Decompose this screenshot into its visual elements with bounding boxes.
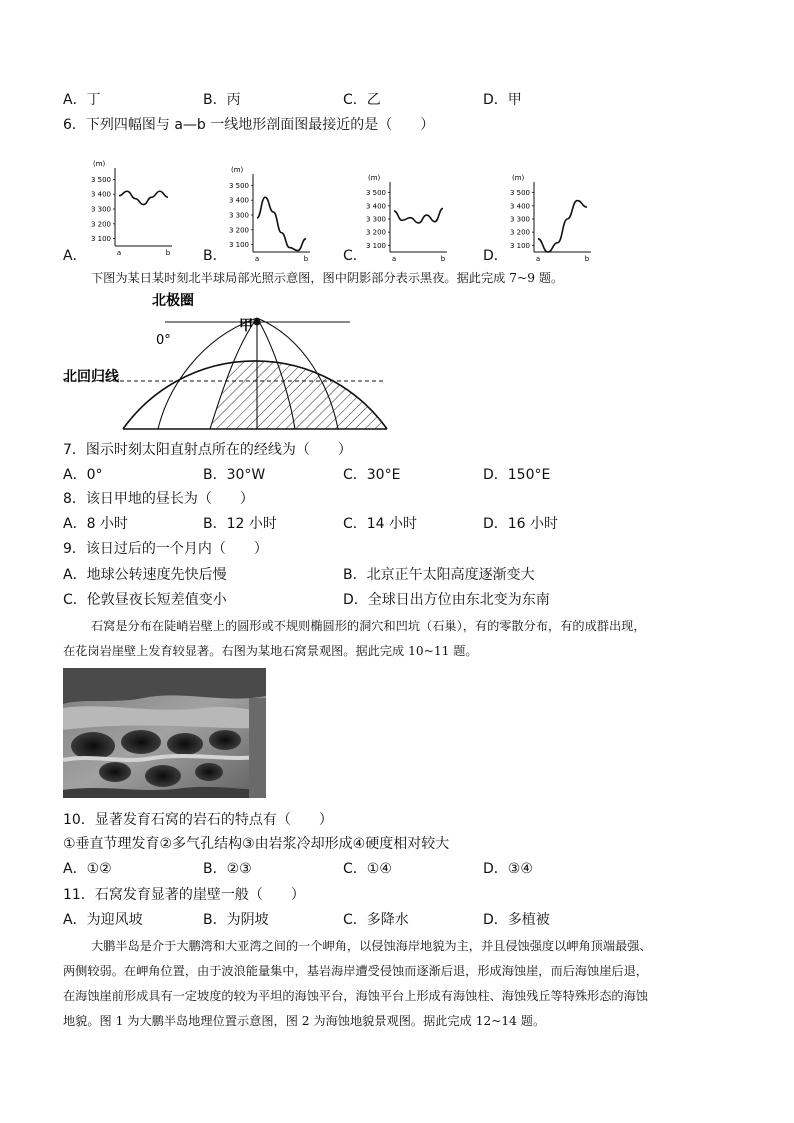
zero-meridian-label: 0° bbox=[156, 333, 171, 348]
intro-10-11-line2: 在花岗岩崖壁上发育较显著。右图为某地石窝景观图。据此完成 10~11 题。 bbox=[63, 644, 478, 658]
q11-stem: 11．石窝发育显著的崖壁一般（ ） bbox=[63, 887, 305, 903]
tropic-label: 北回归线 bbox=[63, 369, 119, 385]
q8-option-b: B．12 小时 bbox=[203, 516, 277, 532]
q9-option-c: C．伦敦昼夜长短差值变小 bbox=[63, 592, 227, 608]
q8-option-d: D．16 小时 bbox=[483, 516, 559, 532]
y-tick-label: 3 100 bbox=[509, 241, 530, 250]
q8-option-a: A．8 小时 bbox=[63, 516, 128, 532]
q11-option-b: B．为阴坡 bbox=[203, 912, 269, 928]
y-tick-label: 3 400 bbox=[509, 202, 530, 211]
illumination-diagram bbox=[60, 288, 400, 438]
arctic-circle-label: 北极圈 bbox=[152, 293, 194, 309]
q7-option-a: A．0° bbox=[63, 467, 103, 483]
point-jia-marker bbox=[254, 319, 261, 326]
q6-stem: 6．下列四幅图与 a—b 一线地形剖面图最接近的是（ ） bbox=[63, 117, 435, 133]
x-tick-label: a bbox=[254, 255, 260, 263]
y-tick-label: 3 100 bbox=[228, 241, 249, 250]
q8-option-c: C．14 小时 bbox=[343, 516, 418, 532]
y-tick-label: 3 500 bbox=[509, 189, 530, 198]
q6-option-c-label: C． bbox=[343, 248, 367, 264]
q11-option-c: C．多降水 bbox=[343, 912, 409, 928]
q6-option-d-label: D． bbox=[483, 248, 508, 264]
tafoni-rock-photo bbox=[63, 668, 266, 798]
y-tick-label: 3 200 bbox=[228, 226, 249, 235]
q5-option-a: A．丁 bbox=[63, 92, 101, 108]
x-tick-label: b bbox=[584, 255, 590, 263]
x-tick-label: a bbox=[116, 249, 122, 257]
y-tick-label: 3 300 bbox=[228, 211, 249, 220]
intro-12-14-line2: 两侧较弱。在岬角位置，由于波浪能量集中，基岩海岸遭受侵蚀而逐渐后退，形成海蚀崖，而后海蚀崖后退， bbox=[63, 964, 648, 978]
x-tick-label: a bbox=[535, 255, 541, 263]
point-jia-label: 甲 bbox=[239, 318, 253, 334]
q6-option-b-label: B． bbox=[203, 248, 227, 264]
y-tick-label: 3 400 bbox=[365, 202, 386, 211]
y-tick-label: 3 300 bbox=[90, 205, 111, 214]
q5-option-b: B．丙 bbox=[203, 92, 241, 108]
unit-label: (m) bbox=[368, 174, 381, 182]
q11-option-a: A．为迎风坡 bbox=[63, 912, 143, 928]
x-tick-label: a bbox=[391, 255, 397, 263]
y-tick-label: 3 500 bbox=[365, 189, 386, 198]
intro-12-14-line4: 地貌。图 1 为大鹏半岛地理位置示意图，图 2 为海蚀地貌景观图。据此完成 12~14 题。 bbox=[63, 1014, 546, 1028]
intro-12-14-line3: 在海蚀崖前形成具有一定坡度的较为平坦的海蚀平台，海蚀平台上形成有海蚀柱、海蚀残丘等特殊形态的海蚀 bbox=[63, 989, 648, 1003]
y-tick-label: 3 200 bbox=[365, 228, 386, 237]
profile-line bbox=[119, 191, 168, 204]
y-tick-label: 3 500 bbox=[90, 175, 111, 184]
q7-option-c: C．30°E bbox=[343, 467, 401, 483]
profile-line bbox=[538, 201, 587, 252]
y-tick-label: 3 400 bbox=[228, 196, 249, 205]
unit-label: (m) bbox=[231, 166, 244, 174]
q7-option-d: D．150°E bbox=[483, 467, 551, 483]
q10-option-b: B．②③ bbox=[203, 861, 252, 877]
intro-7-9: 下图为某日某时刻北半球局部光照示意图，图中阴影部分表示黑夜。据此完成 7~9 题。 bbox=[91, 271, 564, 285]
unit-label: (m) bbox=[93, 160, 106, 168]
y-tick-label: 3 300 bbox=[509, 215, 530, 224]
q10-option-a: A．①② bbox=[63, 861, 112, 877]
q8-stem: 8．该日甲地的昼长为（ ） bbox=[63, 491, 254, 507]
q9-option-a: A．地球公转速度先快后慢 bbox=[63, 567, 227, 583]
x-tick-label: b bbox=[440, 255, 446, 263]
unit-label: (m) bbox=[512, 174, 525, 182]
profile-chart-d bbox=[504, 172, 599, 264]
q6-option-a-label: A． bbox=[63, 248, 87, 264]
y-tick-label: 3 300 bbox=[365, 215, 386, 224]
q10-stem: 10．显著发育石窝的岩石的特点有（ ） bbox=[63, 812, 333, 828]
q7-option-b: B．30°W bbox=[203, 467, 266, 483]
q9-stem: 9．该日过后的一个月内（ ） bbox=[63, 541, 268, 557]
q5-option-c: C．乙 bbox=[343, 92, 381, 108]
intro-10-11-line1: 石窝是分布在陡峭岩壁上的圆形或不规则椭圆形的洞穴和凹坑（石巢），有的零散分布，有的成群出现， bbox=[91, 619, 646, 633]
x-tick-label: b bbox=[303, 255, 309, 263]
y-tick-label: 3 100 bbox=[365, 241, 386, 250]
profile-line bbox=[257, 197, 306, 250]
q10-option-c: C．①④ bbox=[343, 861, 392, 877]
q11-option-d: D．多植被 bbox=[483, 912, 550, 928]
profile-chart-a bbox=[85, 158, 180, 258]
y-tick-label: 3 100 bbox=[90, 235, 111, 244]
y-tick-label: 3 500 bbox=[228, 181, 249, 190]
q7-stem: 7．图示时刻太阳直射点所在的经线为（ ） bbox=[63, 442, 352, 458]
q9-option-d: D．全球日出方位由东北变为东南 bbox=[343, 592, 550, 608]
x-tick-label: b bbox=[165, 249, 171, 257]
profile-chart-c bbox=[360, 172, 455, 264]
y-tick-label: 3 200 bbox=[509, 228, 530, 237]
q9-option-b: B．北京正午太阳高度逐渐变大 bbox=[343, 567, 535, 583]
night-shading bbox=[210, 288, 390, 429]
profile-chart-b bbox=[223, 164, 318, 264]
q5-option-d: D．甲 bbox=[483, 92, 522, 108]
y-tick-label: 3 400 bbox=[90, 190, 111, 199]
q10-statements: ①垂直节理发育②多气孔结构③由岩浆冷却形成④硬度相对较大 bbox=[63, 836, 450, 852]
q10-option-d: D．③④ bbox=[483, 861, 533, 877]
intro-12-14-line1: 大鹏半岛是介于大鹏湾和大亚湾之间的一个岬角，以侵蚀海岸地貌为主，并且侵蚀强度以岬角顶端最强、 bbox=[91, 939, 652, 953]
y-tick-label: 3 200 bbox=[90, 220, 111, 229]
profile-line bbox=[394, 208, 443, 223]
